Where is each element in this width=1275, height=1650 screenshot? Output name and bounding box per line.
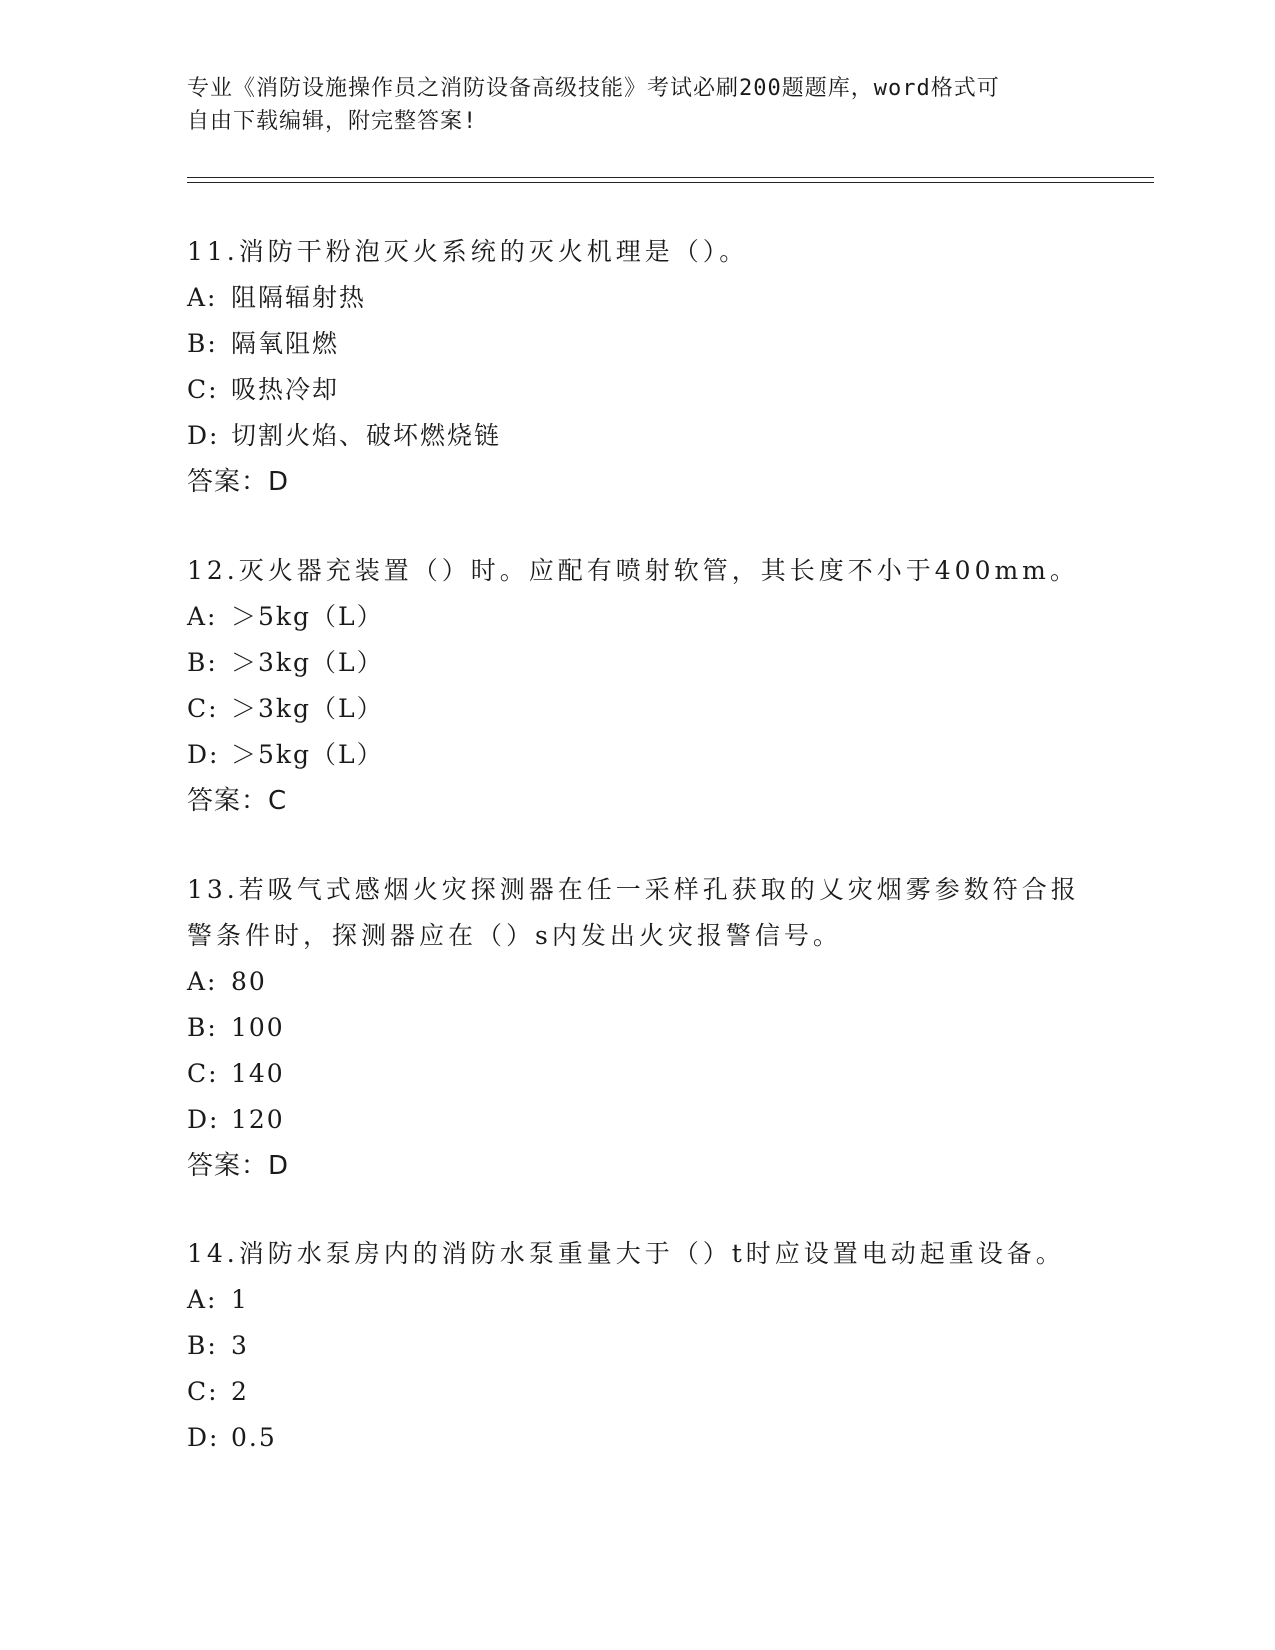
option-text: 120 — [231, 1105, 285, 1134]
option-text: 80 — [231, 967, 267, 996]
option-text: 1 — [231, 1285, 249, 1314]
option-d — [187, 1097, 1087, 1143]
option-text: 100 — [231, 1013, 285, 1042]
option-key: B: — [187, 329, 218, 358]
option-key: A: — [187, 283, 218, 312]
header-line-2: 自由下载编辑，附完整答案! — [187, 109, 478, 134]
option-text: 140 — [231, 1059, 285, 1088]
option-b — [187, 640, 1087, 686]
question-stem-line-1: 13.若吸气式感烟火灾探测器在任一采样孔获取的乂灾烟雾参数符合报 — [187, 875, 1080, 904]
option-key: D: — [187, 1105, 220, 1134]
option-key: D: — [187, 740, 220, 769]
option-key: C: — [187, 1377, 219, 1406]
option-key: A: — [187, 1285, 218, 1314]
option-c — [187, 686, 1087, 732]
question-11 — [187, 229, 1087, 505]
option-key: B: — [187, 648, 218, 677]
option-text: ＞3kg（L） — [231, 694, 384, 723]
option-key: D: — [187, 1423, 220, 1452]
option-key: C: — [187, 1059, 219, 1088]
option-c — [187, 1051, 1087, 1097]
option-key: C: — [187, 694, 219, 723]
answer-line: 答案：C — [187, 786, 288, 816]
header-divider-bottom — [187, 182, 1154, 183]
option-text: ＞5kg（L） — [231, 740, 384, 769]
answer-line: 答案：D — [187, 467, 290, 497]
question-12 — [187, 548, 1087, 824]
option-text: ＞5kg（L） — [231, 602, 384, 631]
option-key: D: — [187, 421, 220, 450]
question-stem: 11.消防干粉泡灭火系统的灭火机理是（）。 — [187, 237, 749, 266]
question-stem: 14.消防水泵房内的消防水泵重量大于（）t时应设置电动起重设备。 — [187, 1239, 1065, 1268]
option-key: C: — [187, 375, 219, 404]
question-stem: 12.灭火器充装置（）时。应配有喷射软管，其长度不小于400mm。 — [187, 556, 1079, 585]
question-13 — [187, 867, 1087, 1189]
option-a — [187, 1277, 1087, 1323]
option-d — [187, 1415, 1087, 1461]
option-key: B: — [187, 1331, 218, 1360]
option-d — [187, 732, 1087, 778]
question-stem-line-2: 警条件时，探测器应在（）s内发出火灾报警信号。 — [187, 921, 842, 950]
option-text: ＞3kg（L） — [231, 648, 384, 677]
option-key: A: — [187, 967, 218, 996]
option-text: 3 — [231, 1331, 249, 1360]
option-text: 2 — [231, 1377, 249, 1406]
option-text: 0.5 — [231, 1423, 277, 1452]
option-text: 阻隔辐射热 — [231, 283, 367, 312]
option-b — [187, 1005, 1087, 1051]
header-line-1: 专业《消防设施操作员之消防设备高级技能》考试必刷200题题库，word格式可 — [187, 76, 1000, 101]
option-text: 切割火焰、破坏燃烧链 — [231, 421, 502, 450]
option-c — [187, 1369, 1087, 1415]
option-key: A: — [187, 602, 218, 631]
question-14 — [187, 1231, 1087, 1461]
option-c — [187, 367, 1087, 413]
option-b — [187, 321, 1087, 367]
option-d — [187, 413, 1087, 459]
option-a — [187, 959, 1087, 1005]
option-key: B: — [187, 1013, 218, 1042]
answer-line: 答案：D — [187, 1151, 290, 1181]
option-b — [187, 1323, 1087, 1369]
option-text: 隔氧阻燃 — [231, 329, 340, 358]
option-a — [187, 275, 1087, 321]
document-header — [187, 72, 1067, 138]
option-text: 吸热冷却 — [231, 375, 340, 404]
option-a — [187, 594, 1087, 640]
header-divider-top — [187, 177, 1154, 178]
